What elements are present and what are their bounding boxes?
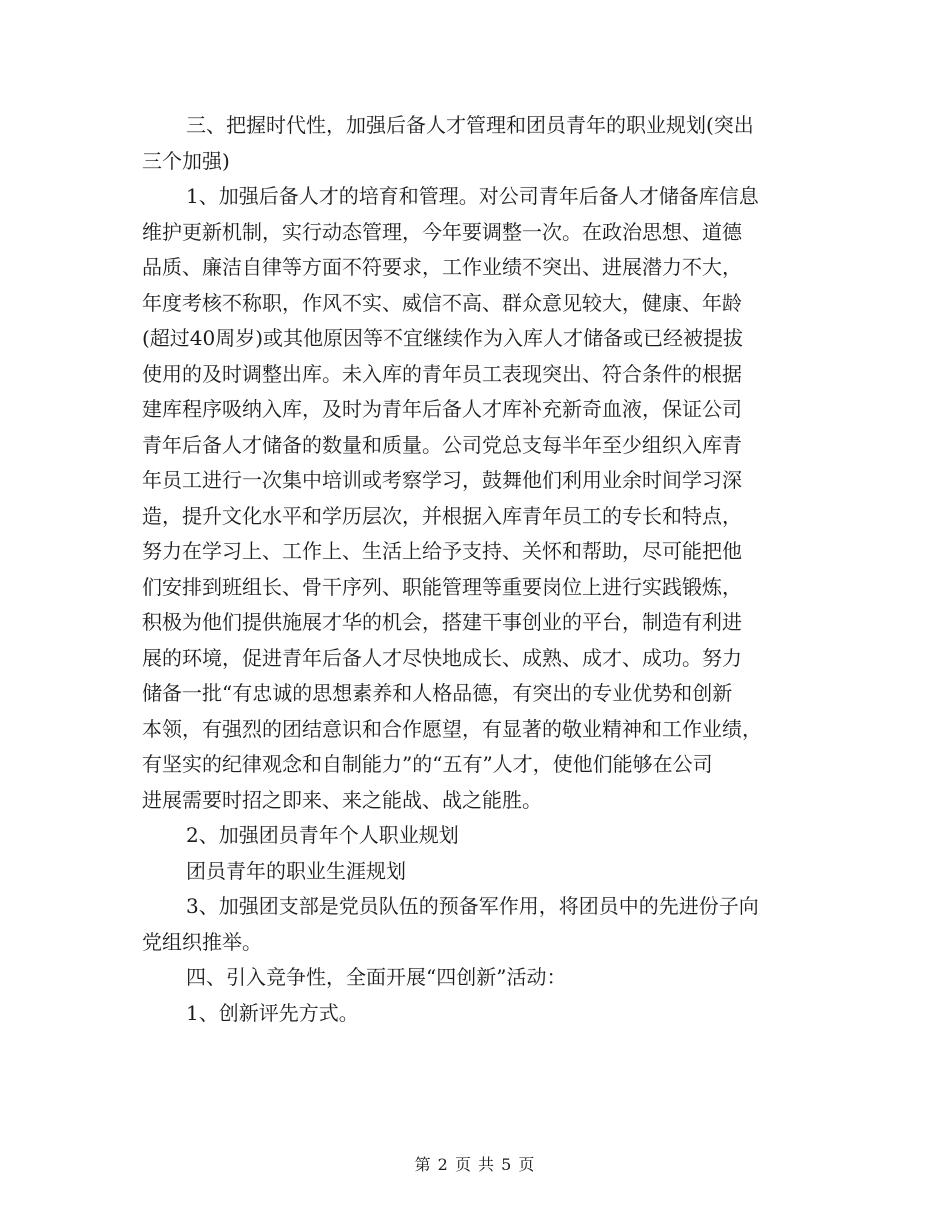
text-line: 四、引入竞争性，全面开展“四创新”活动： bbox=[186, 965, 567, 989]
text-line: 团员青年的职业生涯规划 bbox=[186, 858, 406, 883]
paragraph-section-three-heading bbox=[142, 108, 812, 179]
text-line: 使用的及时调整出库。未入库的青年员工表现突出、符合条件的根据 bbox=[142, 361, 742, 386]
document-body bbox=[142, 108, 812, 1031]
text-line: 三、把握时代性，加强后备人才管理和团员青年的职业规划(突出 bbox=[186, 113, 754, 137]
text-line: 年度考核不称职，作风不实、威信不高、群众意见较大，健康、年龄 bbox=[142, 290, 742, 315]
paragraph-item-1-innovation bbox=[142, 996, 812, 1032]
paragraph-item-1-talent-cultivation bbox=[142, 179, 812, 818]
text-line: 进展需要时招之即来、来之能战、战之能胜。 bbox=[142, 787, 542, 812]
text-line: 3、加强团支部是党员队伍的预备军作用，将团员中的先进份子向 bbox=[186, 894, 759, 918]
text-line: 本领，有强烈的团结意识和合作愿望，有显著的敬业精神和工作业绩， bbox=[142, 716, 762, 741]
paragraph-item-2-career-planning bbox=[142, 818, 812, 854]
text-line: 积极为他们提供施展才华的机会，搭建干事创业的平台，制造有利进 bbox=[142, 610, 742, 634]
text-line: 有坚实的纪律观念和自制能力”的“五有”人才，使他们能够在公司 bbox=[142, 752, 713, 776]
text-line: 造，提升文化水平和学历层次，并根据入库青年员工的专长和特点， bbox=[142, 503, 742, 528]
text-line: 三个加强) bbox=[142, 148, 230, 173]
text-line: 年员工进行一次集中培训或考察学习，鼓舞他们利用业余时间学习深 bbox=[142, 468, 742, 492]
text-line: 青年后备人才储备的数量和质量。公司党总支每半年至少组织入库青 bbox=[142, 432, 742, 457]
text-line: 们安排到班组长、骨干序列、职能管理等重要岗位上进行实践锻炼， bbox=[142, 574, 742, 599]
paragraph-career-path-note bbox=[142, 854, 812, 890]
text-line: 品质、廉洁自律等方面不符要求，工作业绩不突出、进展潜力不大， bbox=[142, 255, 742, 279]
text-line: 建库程序吸纳入库，及时为青年后备人才库补充新奇血液，保证公司 bbox=[142, 397, 742, 421]
text-line: 1、创新评先方式。 bbox=[186, 1000, 359, 1025]
page-number-footer: 第 2 页 共 5 页 bbox=[414, 1155, 536, 1174]
paragraph-item-3-league-branch bbox=[142, 889, 812, 960]
text-line: 维护更新机制，实行动态管理，今年要调整一次。在政治思想、道德 bbox=[142, 219, 742, 244]
text-line: 努力在学习上、工作上、生活上给予支持、关怀和帮助，尽可能把他 bbox=[142, 539, 742, 563]
paragraph-section-four-heading bbox=[142, 960, 812, 996]
text-line: 展的环境，促进青年后备人才尽快地成长、成熟、成才、成功。努力 bbox=[142, 645, 742, 670]
text-line: 1、加强后备人才的培育和管理。对公司青年后备人才储备库信息 bbox=[186, 184, 759, 208]
text-line: (超过40周岁)或其他原因等不宜继续作为入库人才储备或已经被提拔 bbox=[142, 326, 744, 350]
text-line: 储备一批“有忠诚的思想素养和人格品德，有突出的专业优势和创新 bbox=[142, 681, 733, 705]
text-line: 党组织推举。 bbox=[142, 929, 262, 954]
text-line: 2、加强团员青年个人职业规划 bbox=[186, 823, 459, 847]
